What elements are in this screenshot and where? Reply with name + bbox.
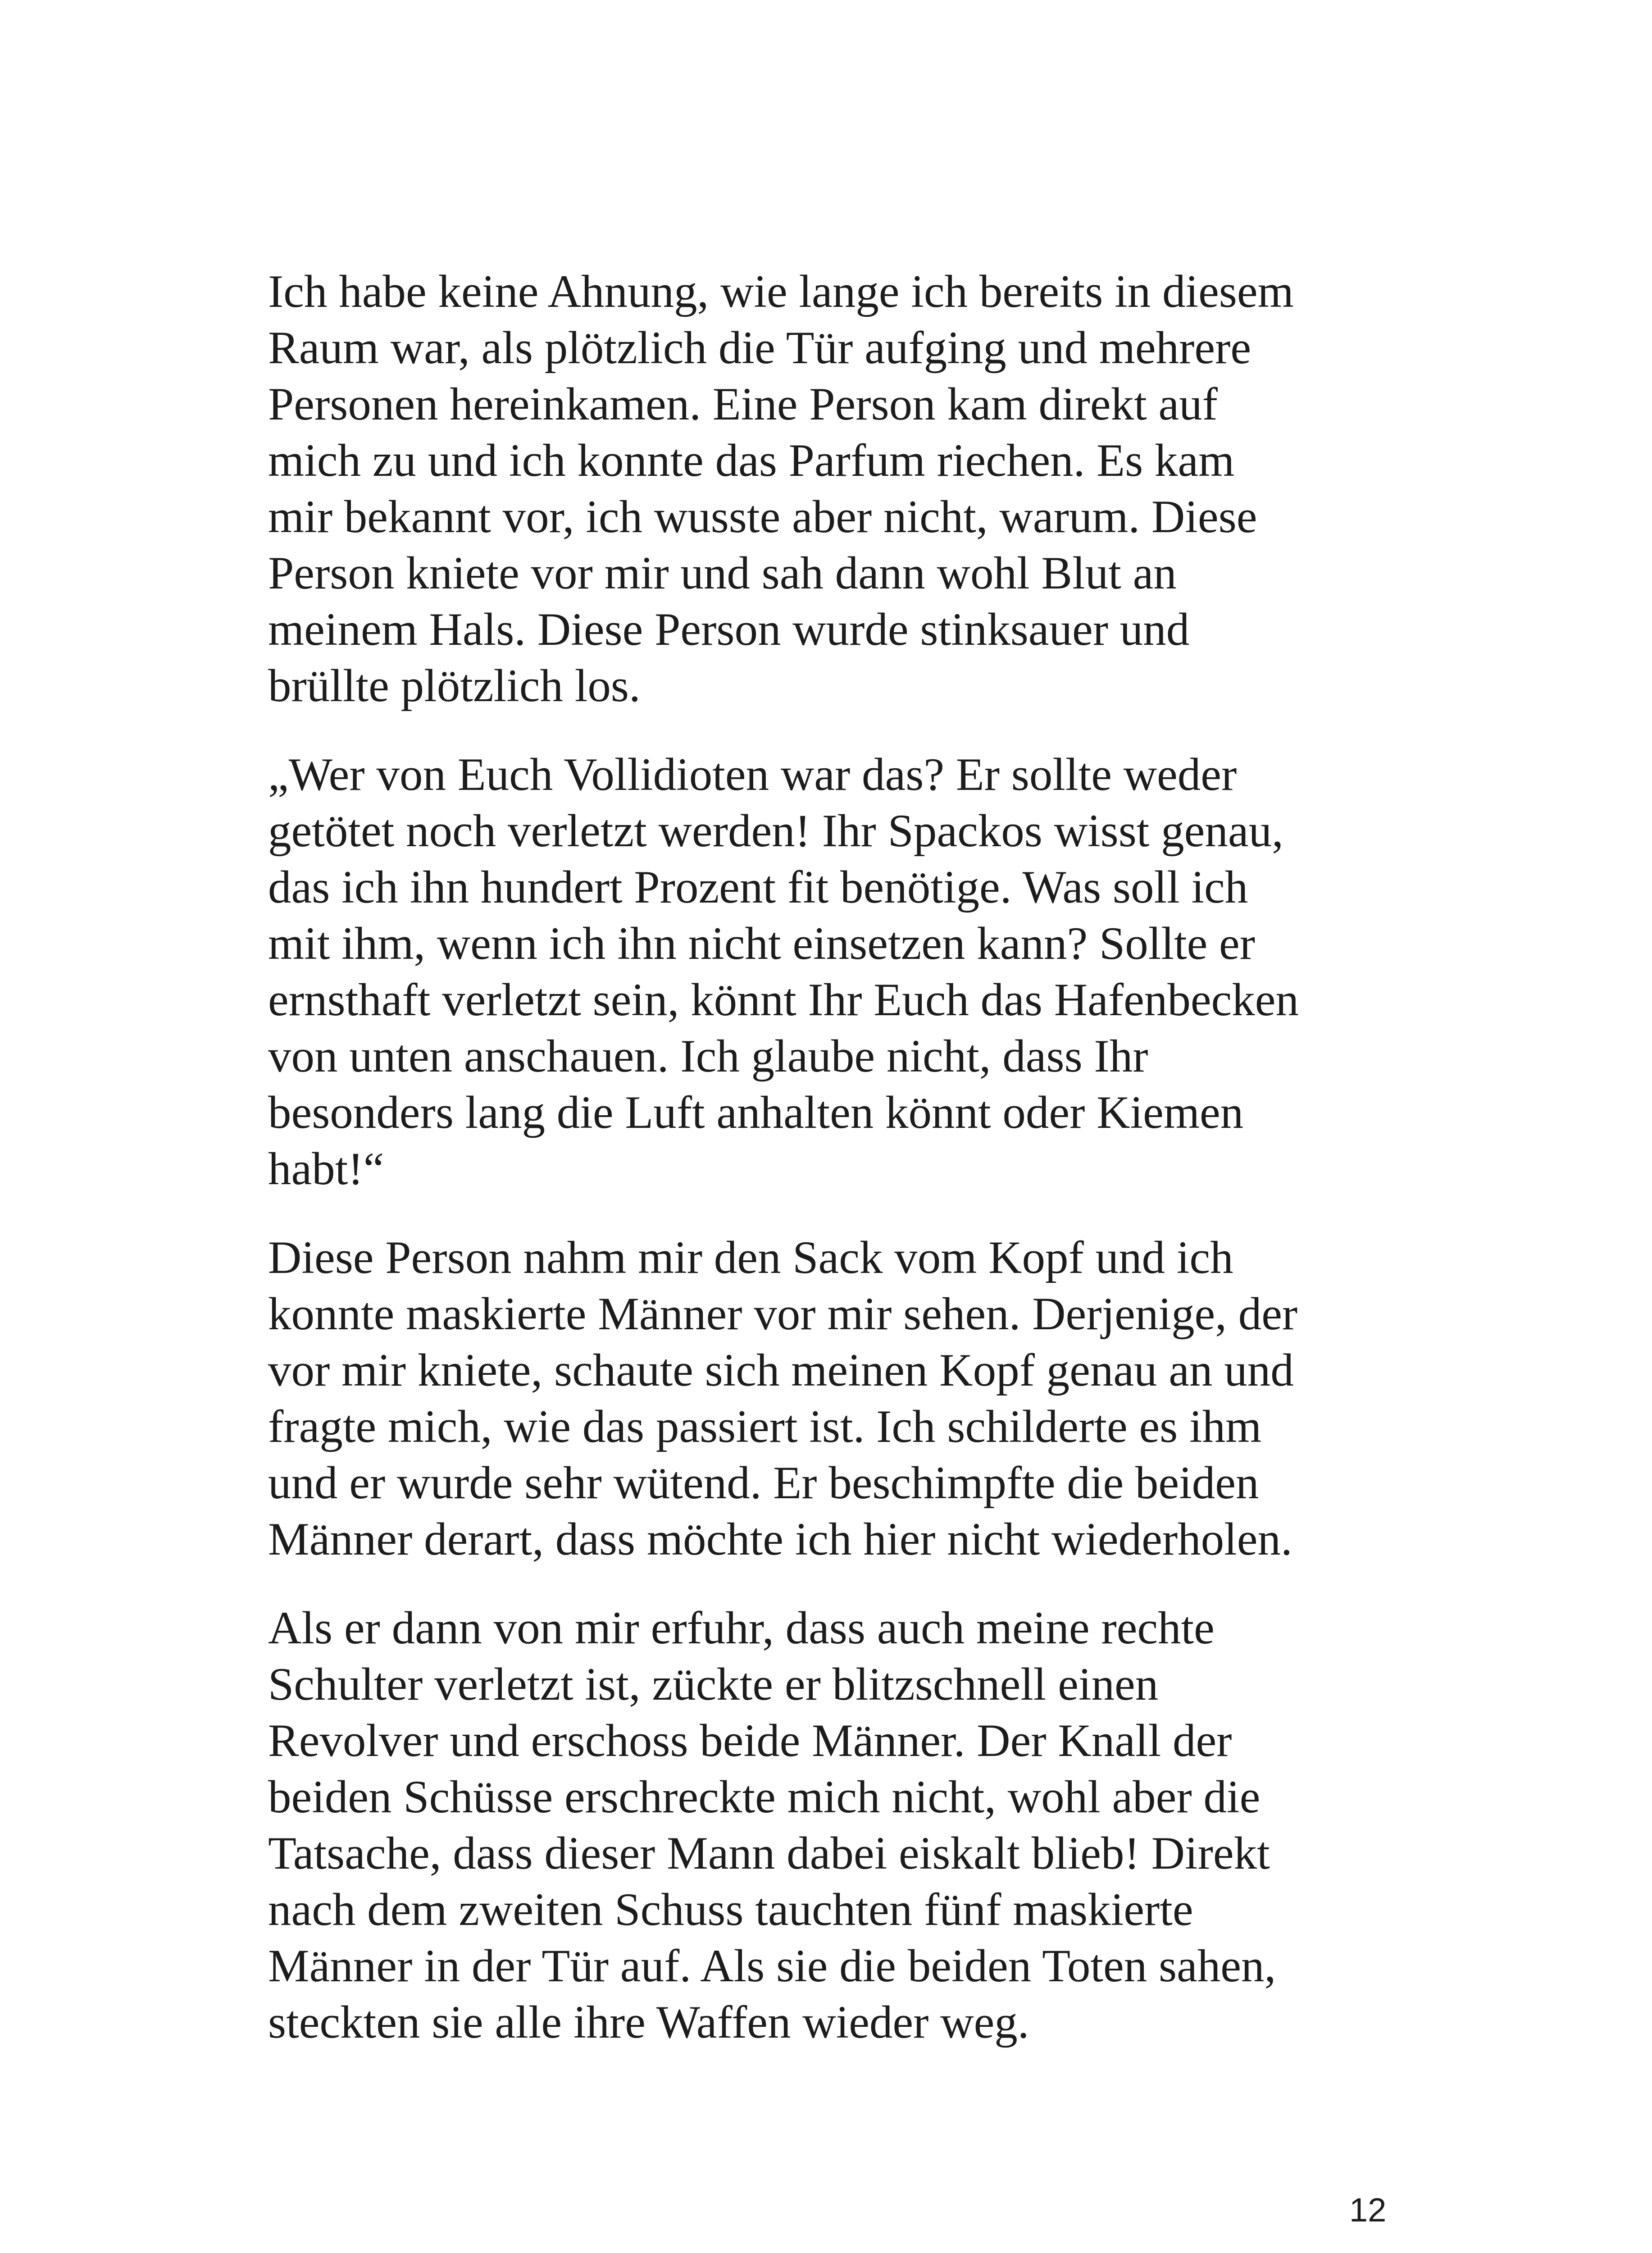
text-line: habt!“ bbox=[268, 1143, 384, 1195]
text-line: Revolver und erschoss beide Männer. Der Knall der bbox=[268, 1715, 1232, 1766]
text-line: Tatsache, dass dieser Mann dabei eiskalt blieb! Direkt bbox=[268, 1828, 1270, 1879]
text-line: und er wurde sehr wütend. Er beschimpfte die beiden bbox=[268, 1457, 1259, 1509]
text-line: das ich ihn hundert Prozent fit benötige. Was soll ich bbox=[268, 862, 1248, 913]
text-line: Diese Person nahm mir den Sack vom Kopf und ich bbox=[268, 1232, 1233, 1283]
text-line: Männer in der Tür auf. Als sie die beiden Toten sahen, bbox=[268, 1940, 1276, 1992]
paragraph-3 bbox=[268, 1230, 1403, 1568]
text-line: Personen hereinkamen. Eine Person kam direkt auf bbox=[268, 379, 1218, 430]
text-line: vor mir kniete, schaute sich meinen Kopf genau an und bbox=[268, 1345, 1294, 1396]
text-line: steckten sie alle ihre Waffen wieder weg. bbox=[268, 1997, 1029, 2048]
text-line: ernsthaft verletzt sein, könnt Ihr Euch das Hafenbecken bbox=[268, 974, 1299, 1026]
text-line: Als er dann von mir erfuhr, dass auch meine rechte bbox=[268, 1602, 1215, 1654]
text-line: Schulter verletzt ist, zückte er blitzschnell einen bbox=[268, 1659, 1159, 1710]
paragraph-4 bbox=[268, 1600, 1403, 2051]
text-line: mich zu und ich konnte das Parfum riechen. Es kam bbox=[268, 435, 1235, 486]
text-line: brüllte plötzlich los. bbox=[268, 660, 641, 711]
paragraph-1 bbox=[268, 264, 1403, 714]
text-line: getötet noch verletzt werden! Ihr Spackos wisst genau, bbox=[268, 805, 1283, 857]
text-line: mir bekannt vor, ich wusste aber nicht, warum. Diese bbox=[268, 491, 1257, 543]
body-text bbox=[268, 264, 1403, 2083]
text-line: mit ihm, wenn ich ihn nicht einsetzen kann? Sollte er bbox=[268, 918, 1256, 969]
text-line: Person kniete vor mir und sah dann wohl Blut an bbox=[268, 547, 1177, 599]
text-line: nach dem zweiten Schuss tauchten fünf maskierte bbox=[268, 1884, 1193, 1935]
text-line: beiden Schüsse erschreckte mich nicht, wohl aber die bbox=[268, 1771, 1261, 1823]
text-line: Männer derart, dass möchte ich hier nicht wiederholen. bbox=[268, 1514, 1292, 1565]
text-line: „Wer von Euch Vollidioten war das? Er sollte weder bbox=[268, 749, 1237, 800]
paragraph-2 bbox=[268, 747, 1403, 1197]
page-number: 12 bbox=[1349, 2191, 1387, 2229]
text-line: konnte maskierte Männer vor mir sehen. Derjenige, der bbox=[268, 1288, 1298, 1340]
text-line: von unten anschauen. Ich glaube nicht, dass Ihr bbox=[268, 1031, 1148, 1082]
text-line: besonders lang die Luft anhalten könnt oder Kiemen bbox=[268, 1087, 1244, 1138]
text-line: Ich habe keine Ahnung, wie lange ich bereits in diesem bbox=[268, 266, 1294, 317]
text-line: fragte mich, wie das passiert ist. Ich schilderte es ihm bbox=[268, 1401, 1262, 1452]
text-line: meinem Hals. Diese Person wurde stinksauer und bbox=[268, 604, 1190, 655]
text-line: Raum war, als plötzlich die Tür aufging und mehrere bbox=[268, 322, 1252, 374]
